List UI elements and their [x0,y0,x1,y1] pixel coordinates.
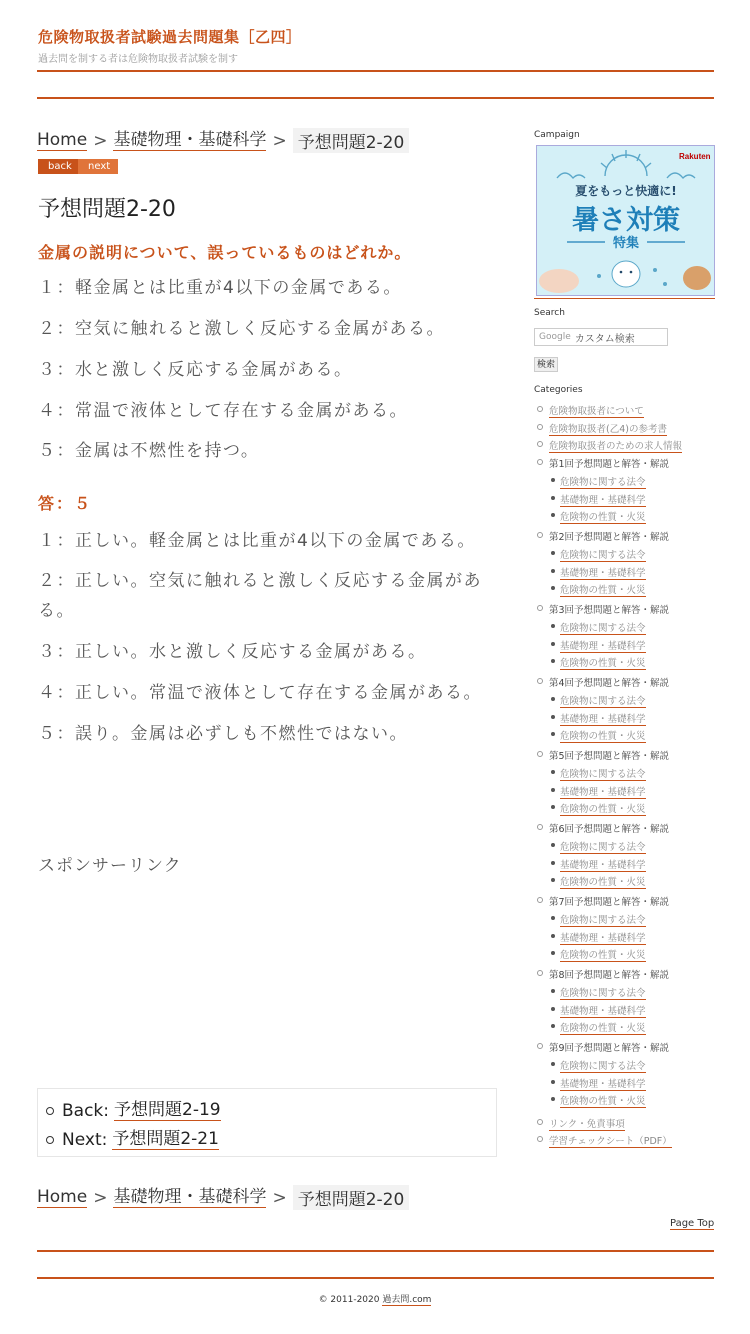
subcategory-label[interactable]: 危険物の性質・火災 [560,582,646,597]
post-nav-next [38,1125,496,1154]
bullet-icon [46,1107,54,1115]
disc-bullet-icon [551,1062,555,1066]
copyright-link[interactable]: 過去問.com [382,1295,432,1305]
footer-divider-bottom [37,1277,714,1279]
breadcrumb-home-link[interactable]: Home [37,130,88,150]
sponsor-label: スポンサーリンク [38,856,182,876]
categories-heading: Categories [534,385,583,395]
disc-bullet-icon [551,1080,555,1084]
category-label[interactable]: 危険物取扱者について [549,403,644,418]
copyright [0,1292,750,1305]
disc-bullet-icon [551,513,555,517]
search-heading: Search [534,308,565,318]
disc-bullet-icon [551,624,555,628]
page-title: 予想問題2-20 [38,197,176,222]
disc-bullet-icon [551,788,555,792]
site-description: 過去問を制する者は危険物取扱者試験を制す [38,54,238,65]
banner-line2: 暑さ対策 [572,205,680,236]
disc-bullet-icon [551,1024,555,1028]
disc-bullet-icon [551,478,555,482]
post-nav-back [38,1096,496,1125]
explanation-item: ４：正しい。常温で液体として存在する金属がある。 [38,683,482,703]
circle-bullet-icon [537,678,543,684]
subcategory-label[interactable]: 基礎物理・基礎科学 [560,857,646,872]
banner-divider [534,298,715,299]
breadcrumb [37,128,409,153]
search-input[interactable] [534,328,668,346]
disc-bullet-icon [551,697,555,701]
breadcrumb-current: 予想問題2-20 [293,128,410,153]
google-logo: Google [539,332,571,342]
disc-bullet-icon [551,770,555,774]
subcategory-label[interactable]: 危険物に関する法令 [560,839,646,854]
subcategory-label[interactable]: 基礎物理・基礎科学 [560,930,646,945]
breadcrumb-current: 予想問題2-20 [293,1185,410,1210]
circle-bullet-icon [537,406,543,412]
disc-bullet-icon [551,989,555,993]
circle-bullet-icon [537,459,543,465]
subcategory-label[interactable]: 基礎物理・基礎科学 [560,784,646,799]
category-label[interactable]: 危険物取扱者(乙4)の参考書 [549,421,667,436]
category-label[interactable]: 第5回予想問題と解答・解説 [549,750,670,762]
circle-bullet-icon [537,424,543,430]
campaign-heading: Campaign [534,130,580,140]
search-placeholder: カスタム検索 [574,333,635,345]
explanation-item: １：正しい。軽金属とは比重が4以下の金属である。 [38,531,476,551]
copyright-text: © 2011-2020 [318,1295,383,1305]
disc-bullet-icon [551,569,555,573]
explanation-item: ３：正しい。水と激しく反応する金属がある。 [38,642,427,662]
disc-bullet-icon [551,642,555,646]
post-nav-back-label: Back: [62,1100,109,1121]
category-label[interactable]: 第4回予想問題と解答・解説 [549,677,670,689]
disc-bullet-icon [551,805,555,809]
subcategory-label[interactable]: 基礎物理・基礎科学 [560,1076,646,1091]
disc-bullet-icon [551,861,555,865]
breadcrumb-category-link[interactable]: 基礎物理・基礎科学 [113,1187,267,1207]
breadcrumb-home-link[interactable]: Home [37,1187,88,1207]
circle-bullet-icon [537,751,543,757]
post-nav-next-label: Next: [62,1129,108,1150]
category-label[interactable]: 第8回予想問題と解答・解説 [549,969,670,981]
disc-bullet-icon [551,878,555,882]
breadcrumb-separator: > [93,130,108,151]
subcategory-label[interactable]: 危険物の性質・火災 [560,874,646,889]
option-item: １：軽金属とは比重が4以下の金属である。 [38,278,402,298]
circle-bullet-icon [537,532,543,538]
circle-bullet-icon [537,824,543,830]
post-nav-next-link[interactable]: 予想問題2-21 [112,1129,219,1149]
category-label[interactable]: 第1回予想問題と解答・解説 [549,458,670,470]
site-title[interactable]: 危険物取扱者試験過去問題集［乙四］ [38,28,302,46]
disc-bullet-icon [551,496,555,500]
search-button[interactable]: 検索 [534,357,558,372]
category-label[interactable]: 第3回予想問題と解答・解説 [549,604,670,616]
breadcrumb-separator: > [272,130,287,151]
subcategory-label[interactable]: 危険物の性質・火災 [560,728,646,743]
subcategory-label[interactable]: 危険物に関する法令 [560,474,646,489]
breadcrumb-category-link[interactable]: 基礎物理・基礎科学 [113,130,267,150]
question-text: 金属の説明について、誤っているものはどれか。 [38,243,412,262]
disc-bullet-icon [551,732,555,736]
banner-illustration [537,146,715,296]
breadcrumb-separator: > [93,1187,108,1208]
category-label[interactable]: リンク・免責事項 [549,1116,625,1131]
circle-bullet-icon [537,897,543,903]
post-nav-back-link[interactable]: 予想問題2-19 [114,1100,221,1120]
category-label[interactable]: 第9回予想問題と解答・解説 [549,1042,670,1054]
option-item: ５：金属は不燃性を持つ。 [38,441,260,461]
subcategory-label[interactable]: 危険物に関する法令 [560,1058,646,1073]
subcategory-label[interactable]: 危険物の性質・火災 [560,655,646,670]
subcategory-label[interactable]: 危険物の性質・火災 [560,1093,646,1108]
option-item: ４：常温で液体として存在する金属がある。 [38,401,408,421]
banner-brand: Rakuten [679,152,711,161]
disc-bullet-icon [551,934,555,938]
explanation-item: ５：誤り。金属は必ずしも不燃性ではない。 [38,724,408,744]
circle-bullet-icon [537,1119,543,1125]
category-label[interactable]: 第7回予想問題と解答・解説 [549,896,670,908]
subcategory-label[interactable]: 基礎物理・基礎科学 [560,1003,646,1018]
category-label[interactable]: 学習チェックシート（PDF） [549,1133,672,1148]
back-button[interactable]: back [38,159,78,174]
category-label[interactable]: 第6回予想問題と解答・解説 [549,823,670,835]
disc-bullet-icon [551,1097,555,1101]
circle-bullet-icon [537,605,543,611]
header-divider [37,70,714,72]
subcategory-label[interactable]: 危険物に関する法令 [560,985,646,1000]
next-button[interactable]: next [78,159,118,174]
circle-bullet-icon [537,441,543,447]
banner-line3: 特集 [612,236,640,251]
disc-bullet-icon [551,586,555,590]
header-divider-bottom [37,97,714,99]
subcategory-label[interactable]: 危険物の性質・火災 [560,947,646,962]
option-item: ２：空気に触れると激しく反応する金属がある。 [38,319,445,339]
subcategory-label[interactable]: 危険物の性質・火災 [560,801,646,816]
banner-line1: 夏をもっと快適に! [575,184,677,198]
subcategory-label[interactable]: 基礎物理・基礎科学 [560,565,646,580]
disc-bullet-icon [551,843,555,847]
disc-bullet-icon [551,659,555,663]
subcategory-label[interactable]: 危険物に関する法令 [560,912,646,927]
subcategory-label[interactable]: 危険物の性質・火災 [560,509,646,524]
breadcrumb-separator: > [272,1187,287,1208]
subcategory-label[interactable]: 基礎物理・基礎科学 [560,711,646,726]
subcategory-label[interactable]: 危険物に関する法令 [560,766,646,781]
subcategory-label[interactable]: 危険物に関する法令 [560,620,646,635]
explanation-item: ２：正しい。空気に触れると激しく反応する金属がある。 [38,571,482,621]
subcategory-label[interactable]: 基礎物理・基礎科学 [560,638,646,653]
pager [38,159,118,174]
breadcrumb-bottom [37,1185,409,1210]
disc-bullet-icon [551,1007,555,1011]
circle-bullet-icon [537,970,543,976]
subcategory-label[interactable]: 基礎物理・基礎科学 [560,492,646,507]
disc-bullet-icon [551,916,555,920]
circle-bullet-icon [537,1043,543,1049]
bullet-icon [46,1136,54,1144]
page-top-link[interactable]: Page Top [670,1218,715,1229]
option-item: ３：水と激しく反応する金属がある。 [38,360,353,380]
circle-bullet-icon [537,1136,543,1142]
disc-bullet-icon [551,715,555,719]
footer-divider [37,1250,714,1252]
campaign-banner[interactable] [536,145,715,296]
subcategory-label[interactable]: 危険物の性質・火災 [560,1020,646,1035]
disc-bullet-icon [551,951,555,955]
disc-bullet-icon [551,551,555,555]
category-label[interactable]: 第2回予想問題と解答・解説 [549,531,670,543]
answer-heading: 答：５ [38,494,93,513]
category-label[interactable]: 危険物取扱者のための求人情報 [549,438,682,453]
subcategory-label[interactable]: 危険物に関する法令 [560,547,646,562]
post-navigation [37,1088,497,1157]
subcategory-label[interactable]: 危険物に関する法令 [560,693,646,708]
